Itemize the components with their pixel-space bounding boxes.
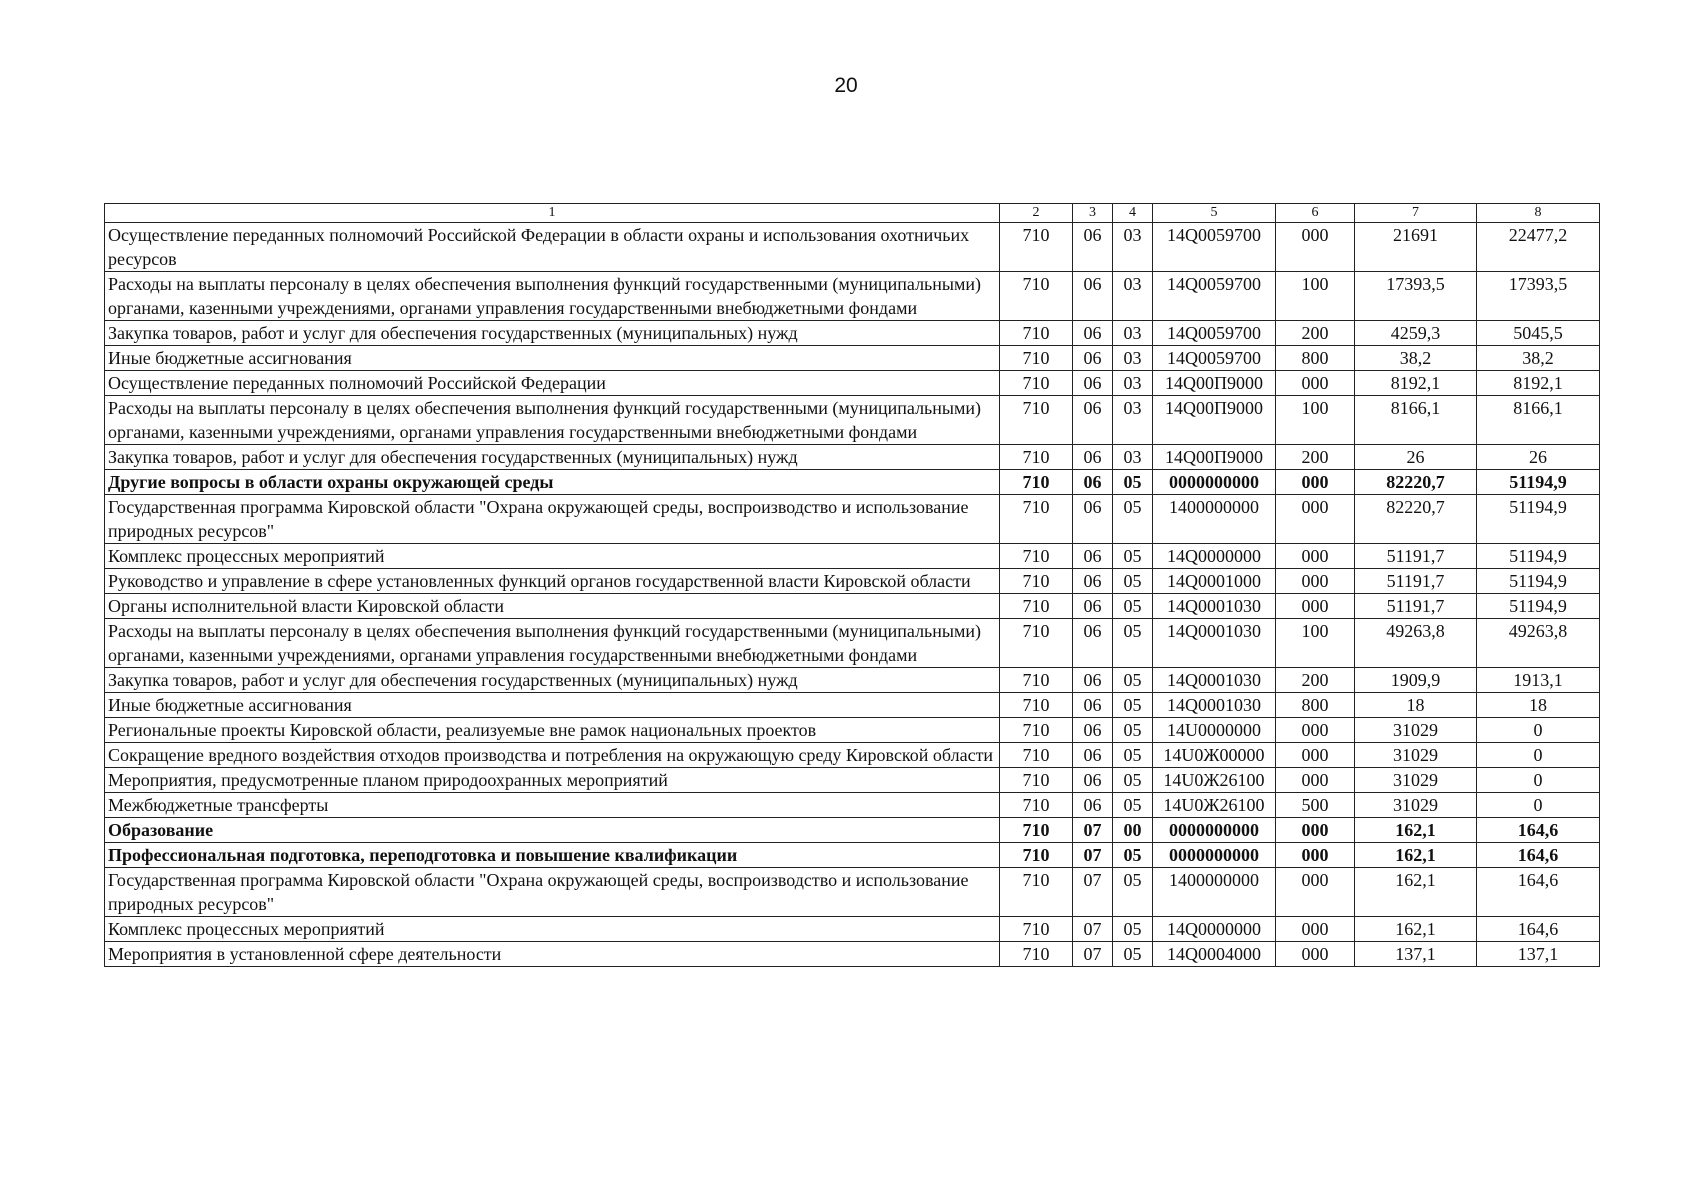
- subsection-code-cell: 05: [1113, 917, 1153, 942]
- table-row: [105, 272, 1600, 321]
- subsection-code-cell: 05: [1113, 868, 1153, 917]
- table-row: [105, 495, 1600, 544]
- target-article-cell: 14Q0000000: [1153, 544, 1276, 569]
- target-article-cell: 14Q0001030: [1153, 594, 1276, 619]
- expense-type-cell: 000: [1276, 594, 1355, 619]
- amount-year2-cell: 164,6: [1477, 917, 1600, 942]
- table-row: [105, 569, 1600, 594]
- expense-type-cell: 000: [1276, 223, 1355, 272]
- grbs-code-cell: 710: [1000, 346, 1073, 371]
- section-code-cell: 06: [1073, 743, 1113, 768]
- grbs-code-cell: 710: [1000, 445, 1073, 470]
- amount-year2-cell: 49263,8: [1477, 619, 1600, 668]
- header-row: [105, 204, 1600, 223]
- row-name-cell: Руководство и управление в сфере установленных функций органов государственной власти Кировской области: [105, 569, 1000, 594]
- section-code-cell: 06: [1073, 594, 1113, 619]
- subsection-code-cell: 05: [1113, 793, 1153, 818]
- amount-year2-cell: 38,2: [1477, 346, 1600, 371]
- section-code-cell: 06: [1073, 396, 1113, 445]
- grbs-code-cell: 710: [1000, 868, 1073, 917]
- expense-type-cell: 000: [1276, 768, 1355, 793]
- table-row: [105, 619, 1600, 668]
- table-row: [105, 743, 1600, 768]
- subsection-code-cell: 03: [1113, 223, 1153, 272]
- amount-year2-cell: 51194,9: [1477, 495, 1600, 544]
- table-row: [105, 445, 1600, 470]
- table-row: [105, 470, 1600, 495]
- column-header: 6: [1276, 204, 1355, 223]
- amount-year1-cell: 4259,3: [1355, 321, 1477, 346]
- table-row: [105, 768, 1600, 793]
- amount-year2-cell: 51194,9: [1477, 594, 1600, 619]
- amount-year1-cell: 1909,9: [1355, 668, 1477, 693]
- table-row: [105, 868, 1600, 917]
- subsection-code-cell: 05: [1113, 743, 1153, 768]
- grbs-code-cell: 710: [1000, 917, 1073, 942]
- target-article-cell: 14Q00П9000: [1153, 371, 1276, 396]
- row-name-cell: Закупка товаров, работ и услуг для обеспечения государственных (муниципальных) нужд: [105, 321, 1000, 346]
- section-code-cell: 06: [1073, 346, 1113, 371]
- section-code-cell: 06: [1073, 718, 1113, 743]
- expense-type-cell: 100: [1276, 619, 1355, 668]
- expense-type-cell: 800: [1276, 346, 1355, 371]
- amount-year2-cell: 51194,9: [1477, 569, 1600, 594]
- table-row: [105, 223, 1600, 272]
- target-article-cell: 14Q0001030: [1153, 668, 1276, 693]
- row-name-cell: Комплекс процессных мероприятий: [105, 544, 1000, 569]
- amount-year1-cell: 31029: [1355, 743, 1477, 768]
- amount-year2-cell: 22477,2: [1477, 223, 1600, 272]
- table-row: [105, 544, 1600, 569]
- expense-type-cell: 000: [1276, 470, 1355, 495]
- amount-year2-cell: 1913,1: [1477, 668, 1600, 693]
- amount-year1-cell: 17393,5: [1355, 272, 1477, 321]
- amount-year2-cell: 18: [1477, 693, 1600, 718]
- grbs-code-cell: 710: [1000, 693, 1073, 718]
- amount-year1-cell: 162,1: [1355, 917, 1477, 942]
- subsection-code-cell: 05: [1113, 619, 1153, 668]
- row-name-cell: Другие вопросы в области охраны окружающей среды: [105, 470, 1000, 495]
- amount-year2-cell: 8192,1: [1477, 371, 1600, 396]
- column-header: 2: [1000, 204, 1073, 223]
- amount-year1-cell: 49263,8: [1355, 619, 1477, 668]
- grbs-code-cell: 710: [1000, 818, 1073, 843]
- grbs-code-cell: 710: [1000, 371, 1073, 396]
- section-code-cell: 07: [1073, 818, 1113, 843]
- table-row: [105, 718, 1600, 743]
- table-row: [105, 321, 1600, 346]
- amount-year1-cell: 82220,7: [1355, 470, 1477, 495]
- subsection-code-cell: 00: [1113, 818, 1153, 843]
- amount-year1-cell: 51191,7: [1355, 594, 1477, 619]
- grbs-code-cell: 710: [1000, 321, 1073, 346]
- target-article-cell: 14Q0001030: [1153, 619, 1276, 668]
- subsection-code-cell: 03: [1113, 272, 1153, 321]
- subsection-code-cell: 05: [1113, 768, 1153, 793]
- amount-year1-cell: 162,1: [1355, 818, 1477, 843]
- expense-type-cell: 000: [1276, 718, 1355, 743]
- amount-year1-cell: 31029: [1355, 718, 1477, 743]
- target-article-cell: 14U0Ж00000: [1153, 743, 1276, 768]
- table-row: [105, 942, 1600, 967]
- grbs-code-cell: 710: [1000, 843, 1073, 868]
- subsection-code-cell: 03: [1113, 396, 1153, 445]
- grbs-code-cell: 710: [1000, 470, 1073, 495]
- target-article-cell: 14Q0004000: [1153, 942, 1276, 967]
- row-name-cell: Осуществление переданных полномочий Российской Федерации: [105, 371, 1000, 396]
- target-article-cell: 14U0Ж26100: [1153, 793, 1276, 818]
- row-name-cell: Иные бюджетные ассигнования: [105, 693, 1000, 718]
- row-name-cell: Комплекс процессных мероприятий: [105, 917, 1000, 942]
- grbs-code-cell: 710: [1000, 396, 1073, 445]
- section-code-cell: 06: [1073, 768, 1113, 793]
- table-row: [105, 396, 1600, 445]
- budget-table: [104, 203, 1600, 967]
- subsection-code-cell: 05: [1113, 594, 1153, 619]
- grbs-code-cell: 710: [1000, 768, 1073, 793]
- grbs-code-cell: 710: [1000, 544, 1073, 569]
- expense-type-cell: 000: [1276, 942, 1355, 967]
- column-header: 8: [1477, 204, 1600, 223]
- target-article-cell: 14U0000000: [1153, 718, 1276, 743]
- grbs-code-cell: 710: [1000, 272, 1073, 321]
- table-row: [105, 843, 1600, 868]
- amount-year2-cell: 0: [1477, 718, 1600, 743]
- subsection-code-cell: 05: [1113, 544, 1153, 569]
- subsection-code-cell: 05: [1113, 495, 1153, 544]
- table-row: [105, 668, 1600, 693]
- grbs-code-cell: 710: [1000, 619, 1073, 668]
- row-name-cell: Образование: [105, 818, 1000, 843]
- expense-type-cell: 000: [1276, 917, 1355, 942]
- table-row: [105, 917, 1600, 942]
- amount-year2-cell: 0: [1477, 793, 1600, 818]
- target-article-cell: 14Q00П9000: [1153, 445, 1276, 470]
- amount-year2-cell: 51194,9: [1477, 470, 1600, 495]
- section-code-cell: 07: [1073, 868, 1113, 917]
- row-name-cell: Иные бюджетные ассигнования: [105, 346, 1000, 371]
- amount-year2-cell: 51194,9: [1477, 544, 1600, 569]
- amount-year1-cell: 18: [1355, 693, 1477, 718]
- target-article-cell: 14Q0000000: [1153, 917, 1276, 942]
- subsection-code-cell: 05: [1113, 569, 1153, 594]
- section-code-cell: 06: [1073, 223, 1113, 272]
- expense-type-cell: 000: [1276, 818, 1355, 843]
- amount-year1-cell: 51191,7: [1355, 569, 1477, 594]
- section-code-cell: 06: [1073, 668, 1113, 693]
- row-name-cell: Расходы на выплаты персоналу в целях обеспечения выполнения функций государственными (муниципальными) органами, казенными учреждениями, органами управления государственными внебюджетными фондами: [105, 272, 1000, 321]
- section-code-cell: 07: [1073, 843, 1113, 868]
- target-article-cell: 14Q0059700: [1153, 223, 1276, 272]
- row-name-cell: Осуществление переданных полномочий Российской Федерации в области охраны и использования охотничьих ресурсов: [105, 223, 1000, 272]
- row-name-cell: Органы исполнительной власти Кировской области: [105, 594, 1000, 619]
- page-number: 20: [834, 74, 858, 97]
- amount-year2-cell: 5045,5: [1477, 321, 1600, 346]
- grbs-code-cell: 710: [1000, 793, 1073, 818]
- row-name-cell: Закупка товаров, работ и услуг для обеспечения государственных (муниципальных) нужд: [105, 668, 1000, 693]
- section-code-cell: 06: [1073, 371, 1113, 396]
- section-code-cell: 06: [1073, 619, 1113, 668]
- row-name-cell: Мероприятия в установленной сфере деятельности: [105, 942, 1000, 967]
- grbs-code-cell: 710: [1000, 942, 1073, 967]
- amount-year1-cell: 21691: [1355, 223, 1477, 272]
- expense-type-cell: 000: [1276, 868, 1355, 917]
- amount-year1-cell: 31029: [1355, 793, 1477, 818]
- grbs-code-cell: 710: [1000, 495, 1073, 544]
- expense-type-cell: 000: [1276, 743, 1355, 768]
- amount-year1-cell: 31029: [1355, 768, 1477, 793]
- section-code-cell: 06: [1073, 272, 1113, 321]
- target-article-cell: 14U0Ж26100: [1153, 768, 1276, 793]
- amount-year1-cell: 162,1: [1355, 868, 1477, 917]
- section-code-cell: 07: [1073, 917, 1113, 942]
- table-row: [105, 818, 1600, 843]
- expense-type-cell: 200: [1276, 445, 1355, 470]
- section-code-cell: 06: [1073, 544, 1113, 569]
- column-header: 4: [1113, 204, 1153, 223]
- table-body: [105, 223, 1600, 967]
- amount-year2-cell: 8166,1: [1477, 396, 1600, 445]
- expense-type-cell: 000: [1276, 544, 1355, 569]
- row-name-cell: Расходы на выплаты персоналу в целях обеспечения выполнения функций государственными (муниципальными) органами, казенными учреждениями, органами управления государственными внебюджетными фондами: [105, 619, 1000, 668]
- table-row: [105, 793, 1600, 818]
- row-name-cell: Расходы на выплаты персоналу в целях обеспечения выполнения функций государственными (муниципальными) органами, казенными учреждениями, органами управления государственными внебюджетными фондами: [105, 396, 1000, 445]
- grbs-code-cell: 710: [1000, 223, 1073, 272]
- target-article-cell: 1400000000: [1153, 868, 1276, 917]
- amount-year1-cell: 51191,7: [1355, 544, 1477, 569]
- expense-type-cell: 000: [1276, 495, 1355, 544]
- table-row: [105, 594, 1600, 619]
- row-name-cell: Мероприятия, предусмотренные планом природоохранных мероприятий: [105, 768, 1000, 793]
- grbs-code-cell: 710: [1000, 569, 1073, 594]
- amount-year2-cell: 26: [1477, 445, 1600, 470]
- grbs-code-cell: 710: [1000, 668, 1073, 693]
- subsection-code-cell: 03: [1113, 371, 1153, 396]
- amount-year1-cell: 137,1: [1355, 942, 1477, 967]
- amount-year2-cell: 164,6: [1477, 818, 1600, 843]
- subsection-code-cell: 03: [1113, 445, 1153, 470]
- target-article-cell: 0000000000: [1153, 843, 1276, 868]
- target-article-cell: 14Q0059700: [1153, 346, 1276, 371]
- amount-year1-cell: 8192,1: [1355, 371, 1477, 396]
- subsection-code-cell: 05: [1113, 668, 1153, 693]
- section-code-cell: 07: [1073, 942, 1113, 967]
- row-name-cell: Межбюджетные трансферты: [105, 793, 1000, 818]
- section-code-cell: 06: [1073, 693, 1113, 718]
- section-code-cell: 06: [1073, 470, 1113, 495]
- expense-type-cell: 200: [1276, 668, 1355, 693]
- subsection-code-cell: 03: [1113, 346, 1153, 371]
- amount-year2-cell: 137,1: [1477, 942, 1600, 967]
- target-article-cell: 0000000000: [1153, 818, 1276, 843]
- expense-type-cell: 100: [1276, 272, 1355, 321]
- subsection-code-cell: 05: [1113, 470, 1153, 495]
- expense-type-cell: 500: [1276, 793, 1355, 818]
- amount-year2-cell: 17393,5: [1477, 272, 1600, 321]
- subsection-code-cell: 05: [1113, 843, 1153, 868]
- amount-year1-cell: 8166,1: [1355, 396, 1477, 445]
- grbs-code-cell: 710: [1000, 718, 1073, 743]
- row-name-cell: Государственная программа Кировской области "Охрана окружающей среды, воспроизводство и использование природных ресурсов": [105, 495, 1000, 544]
- column-header: 5: [1153, 204, 1276, 223]
- target-article-cell: 14Q0059700: [1153, 272, 1276, 321]
- amount-year1-cell: 38,2: [1355, 346, 1477, 371]
- amount-year1-cell: 26: [1355, 445, 1477, 470]
- subsection-code-cell: 05: [1113, 693, 1153, 718]
- target-article-cell: 14Q0001030: [1153, 693, 1276, 718]
- subsection-code-cell: 05: [1113, 942, 1153, 967]
- table-row: [105, 371, 1600, 396]
- section-code-cell: 06: [1073, 793, 1113, 818]
- subsection-code-cell: 03: [1113, 321, 1153, 346]
- column-header: 1: [105, 204, 1000, 223]
- column-header: 3: [1073, 204, 1113, 223]
- section-code-cell: 06: [1073, 569, 1113, 594]
- amount-year1-cell: 162,1: [1355, 843, 1477, 868]
- section-code-cell: 06: [1073, 321, 1113, 346]
- expense-type-cell: 000: [1276, 843, 1355, 868]
- amount-year2-cell: 0: [1477, 768, 1600, 793]
- grbs-code-cell: 710: [1000, 743, 1073, 768]
- expense-type-cell: 000: [1276, 569, 1355, 594]
- grbs-code-cell: 710: [1000, 594, 1073, 619]
- target-article-cell: 0000000000: [1153, 470, 1276, 495]
- target-article-cell: 14Q0001000: [1153, 569, 1276, 594]
- expense-type-cell: 200: [1276, 321, 1355, 346]
- target-article-cell: 14Q0059700: [1153, 321, 1276, 346]
- amount-year1-cell: 82220,7: [1355, 495, 1477, 544]
- amount-year2-cell: 0: [1477, 743, 1600, 768]
- subsection-code-cell: 05: [1113, 718, 1153, 743]
- column-header: 7: [1355, 204, 1477, 223]
- row-name-cell: Региональные проекты Кировской области, реализуемые вне рамок национальных проектов: [105, 718, 1000, 743]
- table-row: [105, 346, 1600, 371]
- target-article-cell: 14Q00П9000: [1153, 396, 1276, 445]
- amount-year2-cell: 164,6: [1477, 868, 1600, 917]
- section-code-cell: 06: [1073, 445, 1113, 470]
- row-name-cell: Профессиональная подготовка, переподготовка и повышение квалификации: [105, 843, 1000, 868]
- row-name-cell: Сокращение вредного воздействия отходов производства и потребления на окружающую среду Кировской области: [105, 743, 1000, 768]
- row-name-cell: Государственная программа Кировской области "Охрана окружающей среды, воспроизводство и использование природных ресурсов": [105, 868, 1000, 917]
- target-article-cell: 1400000000: [1153, 495, 1276, 544]
- row-name-cell: Закупка товаров, работ и услуг для обеспечения государственных (муниципальных) нужд: [105, 445, 1000, 470]
- expense-type-cell: 800: [1276, 693, 1355, 718]
- section-code-cell: 06: [1073, 495, 1113, 544]
- amount-year2-cell: 164,6: [1477, 843, 1600, 868]
- expense-type-cell: 100: [1276, 396, 1355, 445]
- expense-type-cell: 000: [1276, 371, 1355, 396]
- table-row: [105, 693, 1600, 718]
